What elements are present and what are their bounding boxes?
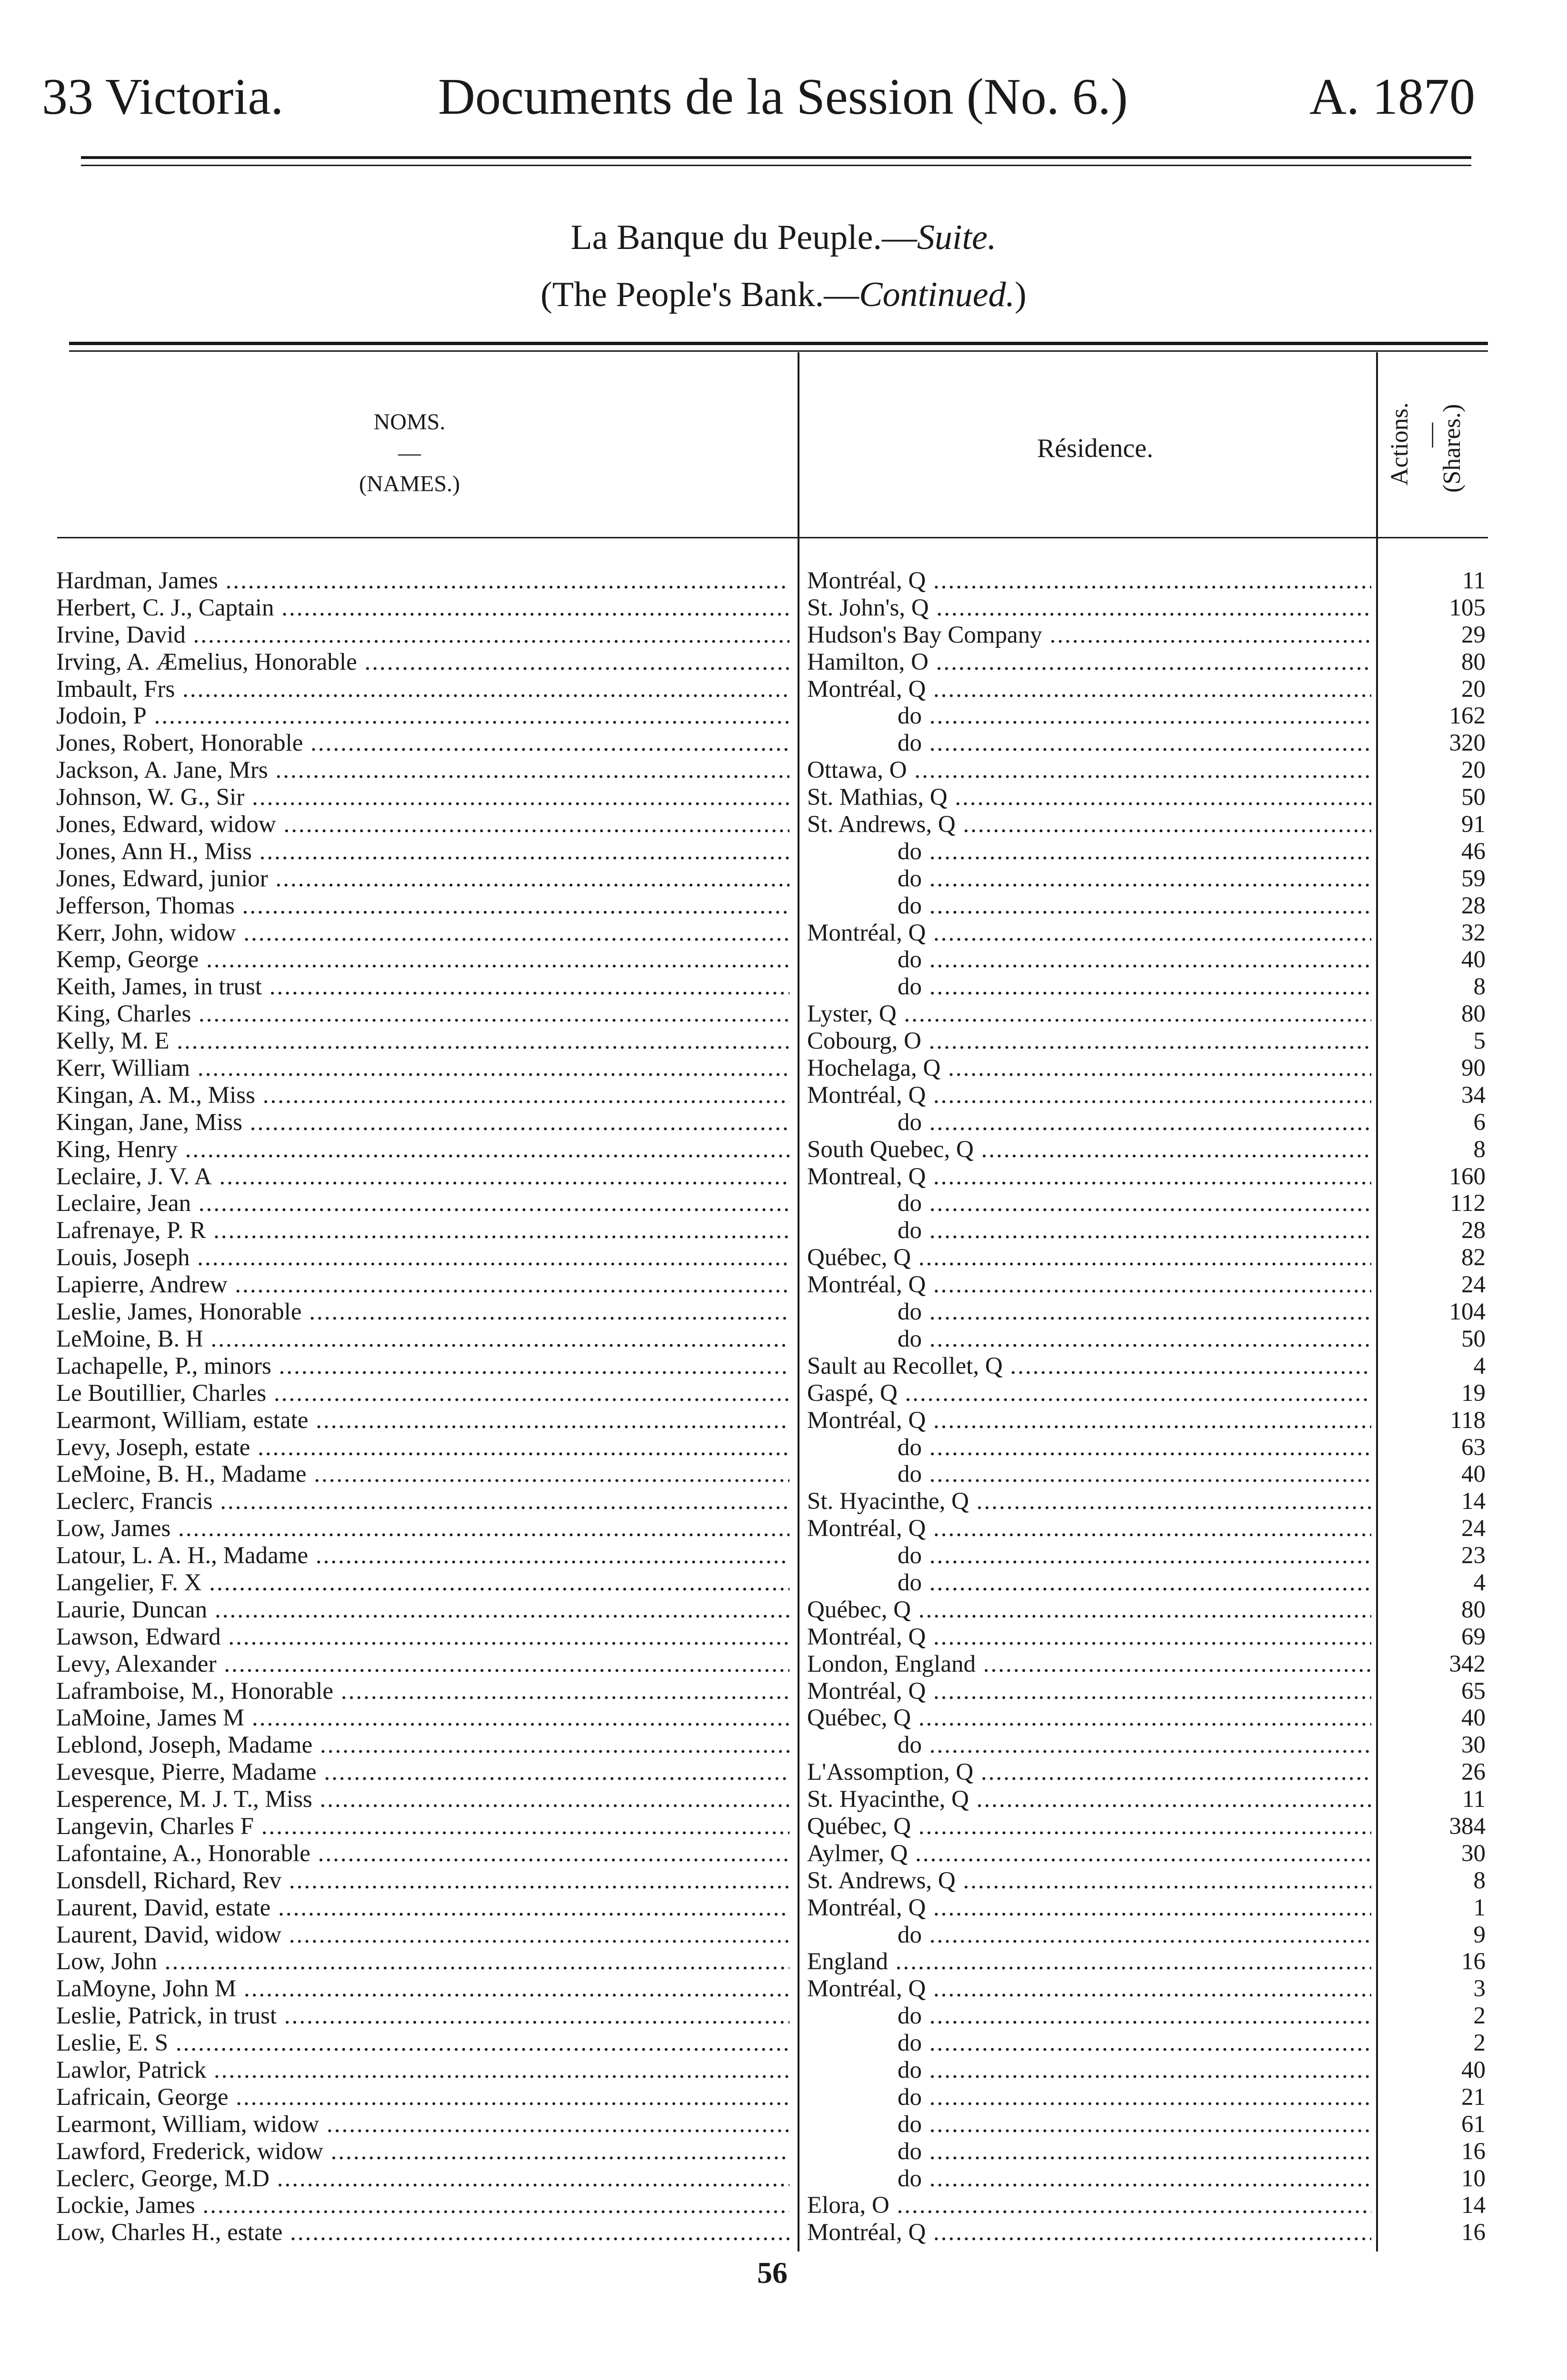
shareholder-name: Langevin, Charles F ..... xyxy=(56,1813,789,1840)
shareholder-residence: Ottawa, O ..... xyxy=(807,757,1371,784)
shareholder-residence: St. Hyacinthe, Q ..... xyxy=(807,1786,1371,1813)
shareholder-shares: 6 xyxy=(1473,1109,1486,1136)
shareholder-shares: 61 xyxy=(1461,2111,1486,2138)
shareholder-name: Low, John ..... xyxy=(56,1948,789,1975)
header-rule-thick xyxy=(81,156,1471,159)
table-row xyxy=(0,1299,1567,1326)
table-row xyxy=(0,1001,1567,1028)
shareholder-residence: Québec, Q ..... xyxy=(807,1244,1371,1271)
table-top-rule-thick xyxy=(69,342,1488,345)
shareholder-residence: Montréal, Q ..... xyxy=(807,676,1371,703)
table-row xyxy=(0,1732,1567,1759)
shareholder-name: Irving, A. Æmelius, Honorable ..... xyxy=(56,649,789,676)
table-row xyxy=(0,838,1567,865)
shareholder-shares: 63 xyxy=(1461,1434,1486,1461)
shareholder-name: Jones, Robert, Honorable ..... xyxy=(56,730,789,757)
shareholder-residence: do ..... xyxy=(807,1542,1371,1569)
shareholder-shares: 9 xyxy=(1473,1921,1486,1948)
caption-english-suffix: Continued. xyxy=(859,275,1015,314)
shareholder-residence: do ..... xyxy=(807,703,1371,730)
shareholder-residence: do ..... xyxy=(807,730,1371,757)
shareholder-shares: 16 xyxy=(1461,1948,1486,1975)
table-row xyxy=(0,1434,1567,1461)
residence-column-header xyxy=(952,431,1238,467)
table-row xyxy=(0,1867,1567,1894)
shares-heading-en: (Shares.) xyxy=(1438,404,1466,493)
table-row xyxy=(0,2111,1567,2138)
shareholder-table-body xyxy=(0,567,1567,2246)
table-row xyxy=(0,649,1567,676)
shareholder-name: Leslie, James, Honorable ..... xyxy=(56,1299,789,1326)
shareholder-shares: 29 xyxy=(1461,621,1486,648)
shareholder-shares: 11 xyxy=(1462,1786,1486,1813)
shareholder-shares: 24 xyxy=(1461,1515,1486,1542)
shareholder-shares: 2 xyxy=(1473,2030,1486,2057)
shareholder-shares: 91 xyxy=(1461,811,1486,838)
shareholder-shares: 14 xyxy=(1461,2192,1486,2219)
shareholder-name: Low, Charles H., estate ..... xyxy=(56,2219,789,2246)
shareholder-shares: 28 xyxy=(1461,892,1486,919)
shareholder-name: Latour, L. A. H., Madame ..... xyxy=(56,1542,789,1569)
shareholder-name: LaMoyne, John M ..... xyxy=(56,1975,789,2003)
shareholder-name: Le Boutillier, Charles ..... xyxy=(56,1380,789,1407)
table-row xyxy=(0,946,1567,973)
table-row xyxy=(0,595,1567,622)
shareholder-shares: 50 xyxy=(1461,1325,1486,1352)
shareholder-shares: 80 xyxy=(1461,1596,1486,1623)
shareholder-name: Jefferson, Thomas ..... xyxy=(56,892,789,920)
table-row xyxy=(0,730,1567,757)
shareholder-name: Lawford, Frederick, widow ..... xyxy=(56,2138,789,2165)
shareholder-residence: Montréal, Q ..... xyxy=(807,920,1371,947)
table-row xyxy=(0,1948,1567,1975)
shareholder-shares: 59 xyxy=(1461,865,1486,892)
shareholder-shares: 28 xyxy=(1461,1217,1486,1244)
table-row xyxy=(0,811,1567,838)
shareholder-residence: do ..... xyxy=(807,2084,1371,2111)
shareholder-shares: 342 xyxy=(1449,1650,1486,1677)
shareholder-name: Lafricain, George ..... xyxy=(56,2084,789,2111)
shareholder-shares: 40 xyxy=(1461,946,1486,973)
shareholder-name: King, Henry ..... xyxy=(56,1136,789,1163)
table-row xyxy=(0,1840,1567,1867)
shareholder-residence: do ..... xyxy=(807,838,1371,865)
shareholder-name: Herbert, C. J., Captain ..... xyxy=(56,595,789,622)
shareholder-name: Irvine, David ..... xyxy=(56,622,789,649)
shareholder-name: Langelier, F. X ..... xyxy=(56,1569,789,1597)
shareholder-name: Leclerc, George, M.D ..... xyxy=(56,2165,789,2192)
table-row xyxy=(0,1813,1567,1840)
shareholder-shares: 80 xyxy=(1461,1001,1486,1028)
shareholder-shares: 105 xyxy=(1449,594,1486,621)
shareholder-shares: 40 xyxy=(1461,2056,1486,2083)
shareholder-residence: Montréal, Q ..... xyxy=(807,1678,1371,1705)
shareholder-shares: 40 xyxy=(1461,1461,1486,1488)
shareholder-residence: Montréal, Q ..... xyxy=(807,567,1371,595)
shareholder-residence: South Quebec, Q ..... xyxy=(807,1136,1371,1163)
shareholder-shares: 16 xyxy=(1461,2219,1486,2246)
shareholder-shares: 20 xyxy=(1461,757,1486,784)
table-row xyxy=(0,1759,1567,1786)
shareholder-residence: do ..... xyxy=(807,1190,1371,1217)
table-row xyxy=(0,2057,1567,2084)
table-row xyxy=(0,1678,1567,1705)
table-row xyxy=(0,1461,1567,1488)
shareholder-residence: do ..... xyxy=(807,2111,1371,2138)
shareholder-shares: 1 xyxy=(1473,1894,1486,1921)
shareholder-residence: Québec, Q ..... xyxy=(807,1597,1371,1624)
shareholder-residence: do ..... xyxy=(807,1732,1371,1759)
table-row xyxy=(0,2003,1567,2030)
shareholder-name: Kerr, William ..... xyxy=(56,1055,789,1082)
shareholder-residence: Montréal, Q ..... xyxy=(807,1082,1371,1109)
table-row xyxy=(0,2138,1567,2165)
shareholder-residence: do ..... xyxy=(807,1109,1371,1136)
shareholder-shares: 384 xyxy=(1449,1813,1486,1840)
shareholder-shares: 65 xyxy=(1461,1677,1486,1705)
shareholder-name: Keith, James, in trust ..... xyxy=(56,973,789,1001)
shareholder-shares: 23 xyxy=(1461,1542,1486,1569)
shareholder-residence: Montréal, Q ..... xyxy=(807,1624,1371,1651)
names-heading-en: (NAMES.) xyxy=(359,471,460,496)
shareholder-name: Levy, Joseph, estate ..... xyxy=(56,1434,789,1461)
shareholder-shares: 4 xyxy=(1473,1569,1486,1596)
shareholder-name: Lawlor, Patrick ..... xyxy=(56,2057,789,2084)
shareholder-name: Laurent, David, widow ..... xyxy=(56,1922,789,1949)
shareholder-residence: Cobourg, O ..... xyxy=(807,1028,1371,1055)
table-row xyxy=(0,2165,1567,2192)
shareholder-shares: 80 xyxy=(1461,648,1486,675)
shareholder-name: Learmont, William, widow ..... xyxy=(56,2111,789,2138)
table-row xyxy=(0,1326,1567,1353)
shareholder-shares: 20 xyxy=(1461,675,1486,703)
shareholder-shares: 3 xyxy=(1473,1975,1486,2003)
table-row xyxy=(0,2030,1567,2057)
shareholder-name: Jones, Edward, widow ..... xyxy=(56,811,789,838)
shareholder-name: Lafontaine, A., Honorable ..... xyxy=(56,1840,789,1867)
shareholder-shares: 2 xyxy=(1473,2003,1486,2030)
table-row xyxy=(0,1651,1567,1678)
table-header-rule xyxy=(57,537,1488,538)
table-row xyxy=(0,703,1567,730)
table-row xyxy=(0,2219,1567,2246)
table-row xyxy=(0,622,1567,649)
shareholder-name: Levy, Alexander ..... xyxy=(56,1651,789,1678)
shareholder-shares: 34 xyxy=(1461,1081,1486,1109)
table-row xyxy=(0,973,1567,1001)
shareholder-shares: 8 xyxy=(1473,973,1486,1001)
shareholder-shares: 82 xyxy=(1461,1244,1486,1271)
table-row xyxy=(0,1407,1567,1434)
shareholder-shares: 46 xyxy=(1461,838,1486,865)
shareholder-shares: 16 xyxy=(1461,2138,1486,2165)
table-row xyxy=(0,1624,1567,1651)
table-row xyxy=(0,1271,1567,1299)
shareholder-name: Leclaire, Jean ..... xyxy=(56,1190,789,1217)
shareholder-name: Levesque, Pierre, Madame ..... xyxy=(56,1759,789,1786)
shareholder-residence: Sault au Recollet, Q ..... xyxy=(807,1353,1371,1380)
shareholder-residence: do ..... xyxy=(807,2057,1371,2084)
table-row xyxy=(0,1705,1567,1732)
shareholder-name: Kemp, George ..... xyxy=(56,946,789,973)
shareholder-shares: 69 xyxy=(1461,1623,1486,1650)
shareholder-name: Johnson, W. G., Sir ..... xyxy=(56,784,789,811)
names-column-header xyxy=(267,407,552,499)
shareholder-shares: 104 xyxy=(1449,1299,1486,1326)
table-row xyxy=(0,892,1567,920)
shareholder-shares: 11 xyxy=(1462,567,1486,594)
shareholder-residence: Hochelaga, Q ..... xyxy=(807,1055,1371,1082)
shareholder-residence: do ..... xyxy=(807,1434,1371,1461)
shareholder-name: Leslie, Patrick, in trust ..... xyxy=(56,2003,789,2030)
shareholder-shares: 90 xyxy=(1461,1055,1486,1082)
shareholder-residence: do ..... xyxy=(807,1569,1371,1597)
shareholder-shares: 8 xyxy=(1473,1867,1486,1894)
shareholder-name: Kingan, Jane, Miss ..... xyxy=(56,1109,789,1136)
shareholder-name: LaMoine, James M ..... xyxy=(56,1705,789,1732)
shareholder-residence: Gaspé, Q ..... xyxy=(807,1380,1371,1407)
table-row xyxy=(0,1894,1567,1922)
shareholder-name: Lachapelle, P., minors ..... xyxy=(56,1353,789,1380)
caption-english-close: ) xyxy=(1015,275,1027,314)
shareholder-residence: England ..... xyxy=(807,1948,1371,1975)
shareholder-residence: do ..... xyxy=(807,1326,1371,1353)
shares-column-header xyxy=(1376,367,1476,528)
table-row xyxy=(0,1163,1567,1190)
shareholder-shares: 32 xyxy=(1461,919,1486,946)
table-row xyxy=(0,1353,1567,1380)
shareholder-name: Hardman, James ..... xyxy=(56,567,789,595)
shareholder-residence: do ..... xyxy=(807,1217,1371,1244)
shareholder-residence: Montréal, Q ..... xyxy=(807,1515,1371,1542)
shareholder-residence: Montréal, Q ..... xyxy=(807,1975,1371,2003)
shareholder-residence: do ..... xyxy=(807,892,1371,920)
table-row xyxy=(0,1217,1567,1244)
shareholder-residence: do ..... xyxy=(807,865,1371,892)
table-row xyxy=(0,1082,1567,1109)
shareholder-name: Louis, Joseph ..... xyxy=(56,1244,789,1271)
table-row xyxy=(0,1028,1567,1055)
shareholder-residence: Québec, Q ..... xyxy=(807,1813,1371,1840)
table-row xyxy=(0,757,1567,784)
shareholder-residence: St. Hyacinthe, Q ..... xyxy=(807,1488,1371,1515)
header-year: A. 1870 xyxy=(1309,69,1475,125)
shareholder-name: Kingan, A. M., Miss ..... xyxy=(56,1082,789,1109)
shareholder-residence: do ..... xyxy=(807,1299,1371,1326)
shareholder-residence: Montréal, Q ..... xyxy=(807,2219,1371,2246)
shareholder-name: Leclaire, J. V. A ..... xyxy=(56,1163,789,1190)
table-row xyxy=(0,1109,1567,1136)
caption-english xyxy=(0,277,1567,312)
table-row xyxy=(0,2192,1567,2219)
shareholder-residence: Montréal, Q ..... xyxy=(807,1894,1371,1922)
shareholder-residence: Aylmer, Q ..... xyxy=(807,1840,1371,1867)
shareholder-name: Kerr, John, widow ..... xyxy=(56,920,789,947)
shareholder-shares: 118 xyxy=(1450,1407,1486,1434)
shareholder-residence: Lyster, Q ..... xyxy=(807,1001,1371,1028)
shareholder-residence: do ..... xyxy=(807,973,1371,1001)
shareholder-name: Kelly, M. E ..... xyxy=(56,1028,789,1055)
shareholder-shares: 5 xyxy=(1473,1028,1486,1055)
shareholder-name: LeMoine, B. H., Madame ..... xyxy=(56,1461,789,1488)
caption-french-suffix: Suite. xyxy=(917,218,997,257)
shareholder-residence: Montréal, Q ..... xyxy=(807,1407,1371,1434)
shareholder-shares: 21 xyxy=(1461,2083,1486,2111)
shareholder-residence: Québec, Q ..... xyxy=(807,1705,1371,1732)
shareholder-name: Lapierre, Andrew ..... xyxy=(56,1271,789,1299)
shareholder-name: Leblond, Joseph, Madame ..... xyxy=(56,1732,789,1759)
shares-heading-dash: — xyxy=(1417,423,1444,447)
table-row xyxy=(0,1569,1567,1597)
shareholder-name: Laurie, Duncan ..... xyxy=(56,1597,789,1624)
shareholder-shares: 24 xyxy=(1461,1271,1486,1299)
names-heading-fr: NOMS. xyxy=(373,409,446,435)
shareholder-shares: 30 xyxy=(1461,1732,1486,1759)
shareholder-name: Learmont, William, estate ..... xyxy=(56,1407,789,1434)
names-heading-dash: — xyxy=(398,440,421,466)
table-row xyxy=(0,1786,1567,1813)
table-row xyxy=(0,865,1567,892)
table-row xyxy=(0,1975,1567,2003)
shareholder-residence: Elora, O ..... xyxy=(807,2192,1371,2219)
shareholder-residence: Montréal, Q ..... xyxy=(807,1271,1371,1299)
table-row xyxy=(0,1597,1567,1624)
shareholder-shares: 14 xyxy=(1461,1488,1486,1515)
table-row xyxy=(0,567,1567,595)
shareholder-residence: St. Andrews, Q ..... xyxy=(807,811,1371,838)
shareholder-name: Jones, Edward, junior ..... xyxy=(56,865,789,892)
shareholder-residence: St. John's, Q ..... xyxy=(807,595,1371,622)
shareholder-shares: 50 xyxy=(1461,784,1486,811)
shareholder-shares: 40 xyxy=(1461,1705,1486,1732)
shareholder-residence: do ..... xyxy=(807,2030,1371,2057)
shareholder-residence: do ..... xyxy=(807,2165,1371,2192)
table-row xyxy=(0,1515,1567,1542)
shareholder-name: Lockie, James ..... xyxy=(56,2192,789,2219)
shareholder-name: King, Charles ..... xyxy=(56,1001,789,1028)
table-top-rule-thin xyxy=(69,350,1488,352)
shareholder-name: Lonsdell, Richard, Rev ..... xyxy=(56,1867,789,1894)
table-row xyxy=(0,784,1567,811)
shareholder-residence: do ..... xyxy=(807,1461,1371,1488)
shareholder-name: Leslie, E. S ..... xyxy=(56,2030,789,2057)
table-row xyxy=(0,2084,1567,2111)
shareholder-name: Jackson, A. Jane, Mrs ..... xyxy=(56,757,789,784)
table-row xyxy=(0,1136,1567,1163)
shareholder-residence: St. Mathias, Q ..... xyxy=(807,784,1371,811)
header-title: Documents de la Session (No. 6.) xyxy=(438,69,1128,125)
shareholder-name: Lawson, Edward ..... xyxy=(56,1624,789,1651)
table-row xyxy=(0,920,1567,947)
table-row xyxy=(0,676,1567,703)
page-number: 56 xyxy=(757,2256,788,2290)
shareholder-residence: London, England ..... xyxy=(807,1651,1371,1678)
shareholder-residence: Montreal, Q ..... xyxy=(807,1163,1371,1190)
caption-english-title: (The People's Bank.— xyxy=(540,275,859,314)
shareholder-shares: 112 xyxy=(1450,1190,1486,1217)
shares-heading-fr: Actions. xyxy=(1386,402,1413,486)
shareholder-residence: L'Assomption, Q ..... xyxy=(807,1759,1371,1786)
shareholder-name: Laframboise, M., Honorable ..... xyxy=(56,1678,789,1705)
shareholder-shares: 19 xyxy=(1461,1379,1486,1407)
shareholder-name: Lafrenaye, P. R ..... xyxy=(56,1217,789,1244)
shareholder-shares: 8 xyxy=(1473,1136,1486,1163)
shareholder-name: Laurent, David, estate ..... xyxy=(56,1894,789,1922)
shareholder-shares: 10 xyxy=(1461,2165,1486,2192)
table-row xyxy=(0,1244,1567,1271)
header-rule-thin xyxy=(81,165,1471,166)
shareholder-residence: do ..... xyxy=(807,946,1371,973)
shareholder-name: LeMoine, B. H ..... xyxy=(56,1326,789,1353)
table-row xyxy=(0,1190,1567,1217)
caption-french xyxy=(0,220,1567,255)
shareholder-residence: St. Andrews, Q ..... xyxy=(807,1867,1371,1894)
table-row xyxy=(0,1380,1567,1407)
shareholder-residence: do ..... xyxy=(807,2003,1371,2030)
shareholder-shares: 160 xyxy=(1449,1163,1486,1190)
shareholder-name: Jones, Ann H., Miss ..... xyxy=(56,838,789,865)
shareholder-residence: Hamilton, O ..... xyxy=(807,649,1371,676)
shareholder-shares: 162 xyxy=(1449,703,1486,730)
shareholder-residence: Hudson's Bay Company ..... xyxy=(807,622,1371,649)
table-row xyxy=(0,1055,1567,1082)
residence-heading: Résidence. xyxy=(1037,434,1154,463)
shareholder-shares: 26 xyxy=(1461,1759,1486,1786)
shareholder-name: Leclerc, Francis ..... xyxy=(56,1488,789,1515)
shareholder-name: Jodoin, P ..... xyxy=(56,703,789,730)
shareholder-name: Low, James ..... xyxy=(56,1515,789,1542)
table-row xyxy=(0,1488,1567,1515)
table-row xyxy=(0,1922,1567,1949)
shareholder-shares: 30 xyxy=(1461,1840,1486,1867)
shareholder-shares: 320 xyxy=(1449,730,1486,757)
shareholder-shares: 4 xyxy=(1473,1352,1486,1379)
shareholder-name: Lesperence, M. J. T., Miss ..... xyxy=(56,1786,789,1813)
shareholder-name: Imbault, Frs ..... xyxy=(56,676,789,703)
shareholder-residence: do ..... xyxy=(807,1922,1371,1949)
caption-french-title: La Banque du Peuple.— xyxy=(570,218,918,257)
header-volume: 33 Victoria. xyxy=(42,69,284,125)
table-row xyxy=(0,1542,1567,1569)
shareholder-residence: do ..... xyxy=(807,2138,1371,2165)
